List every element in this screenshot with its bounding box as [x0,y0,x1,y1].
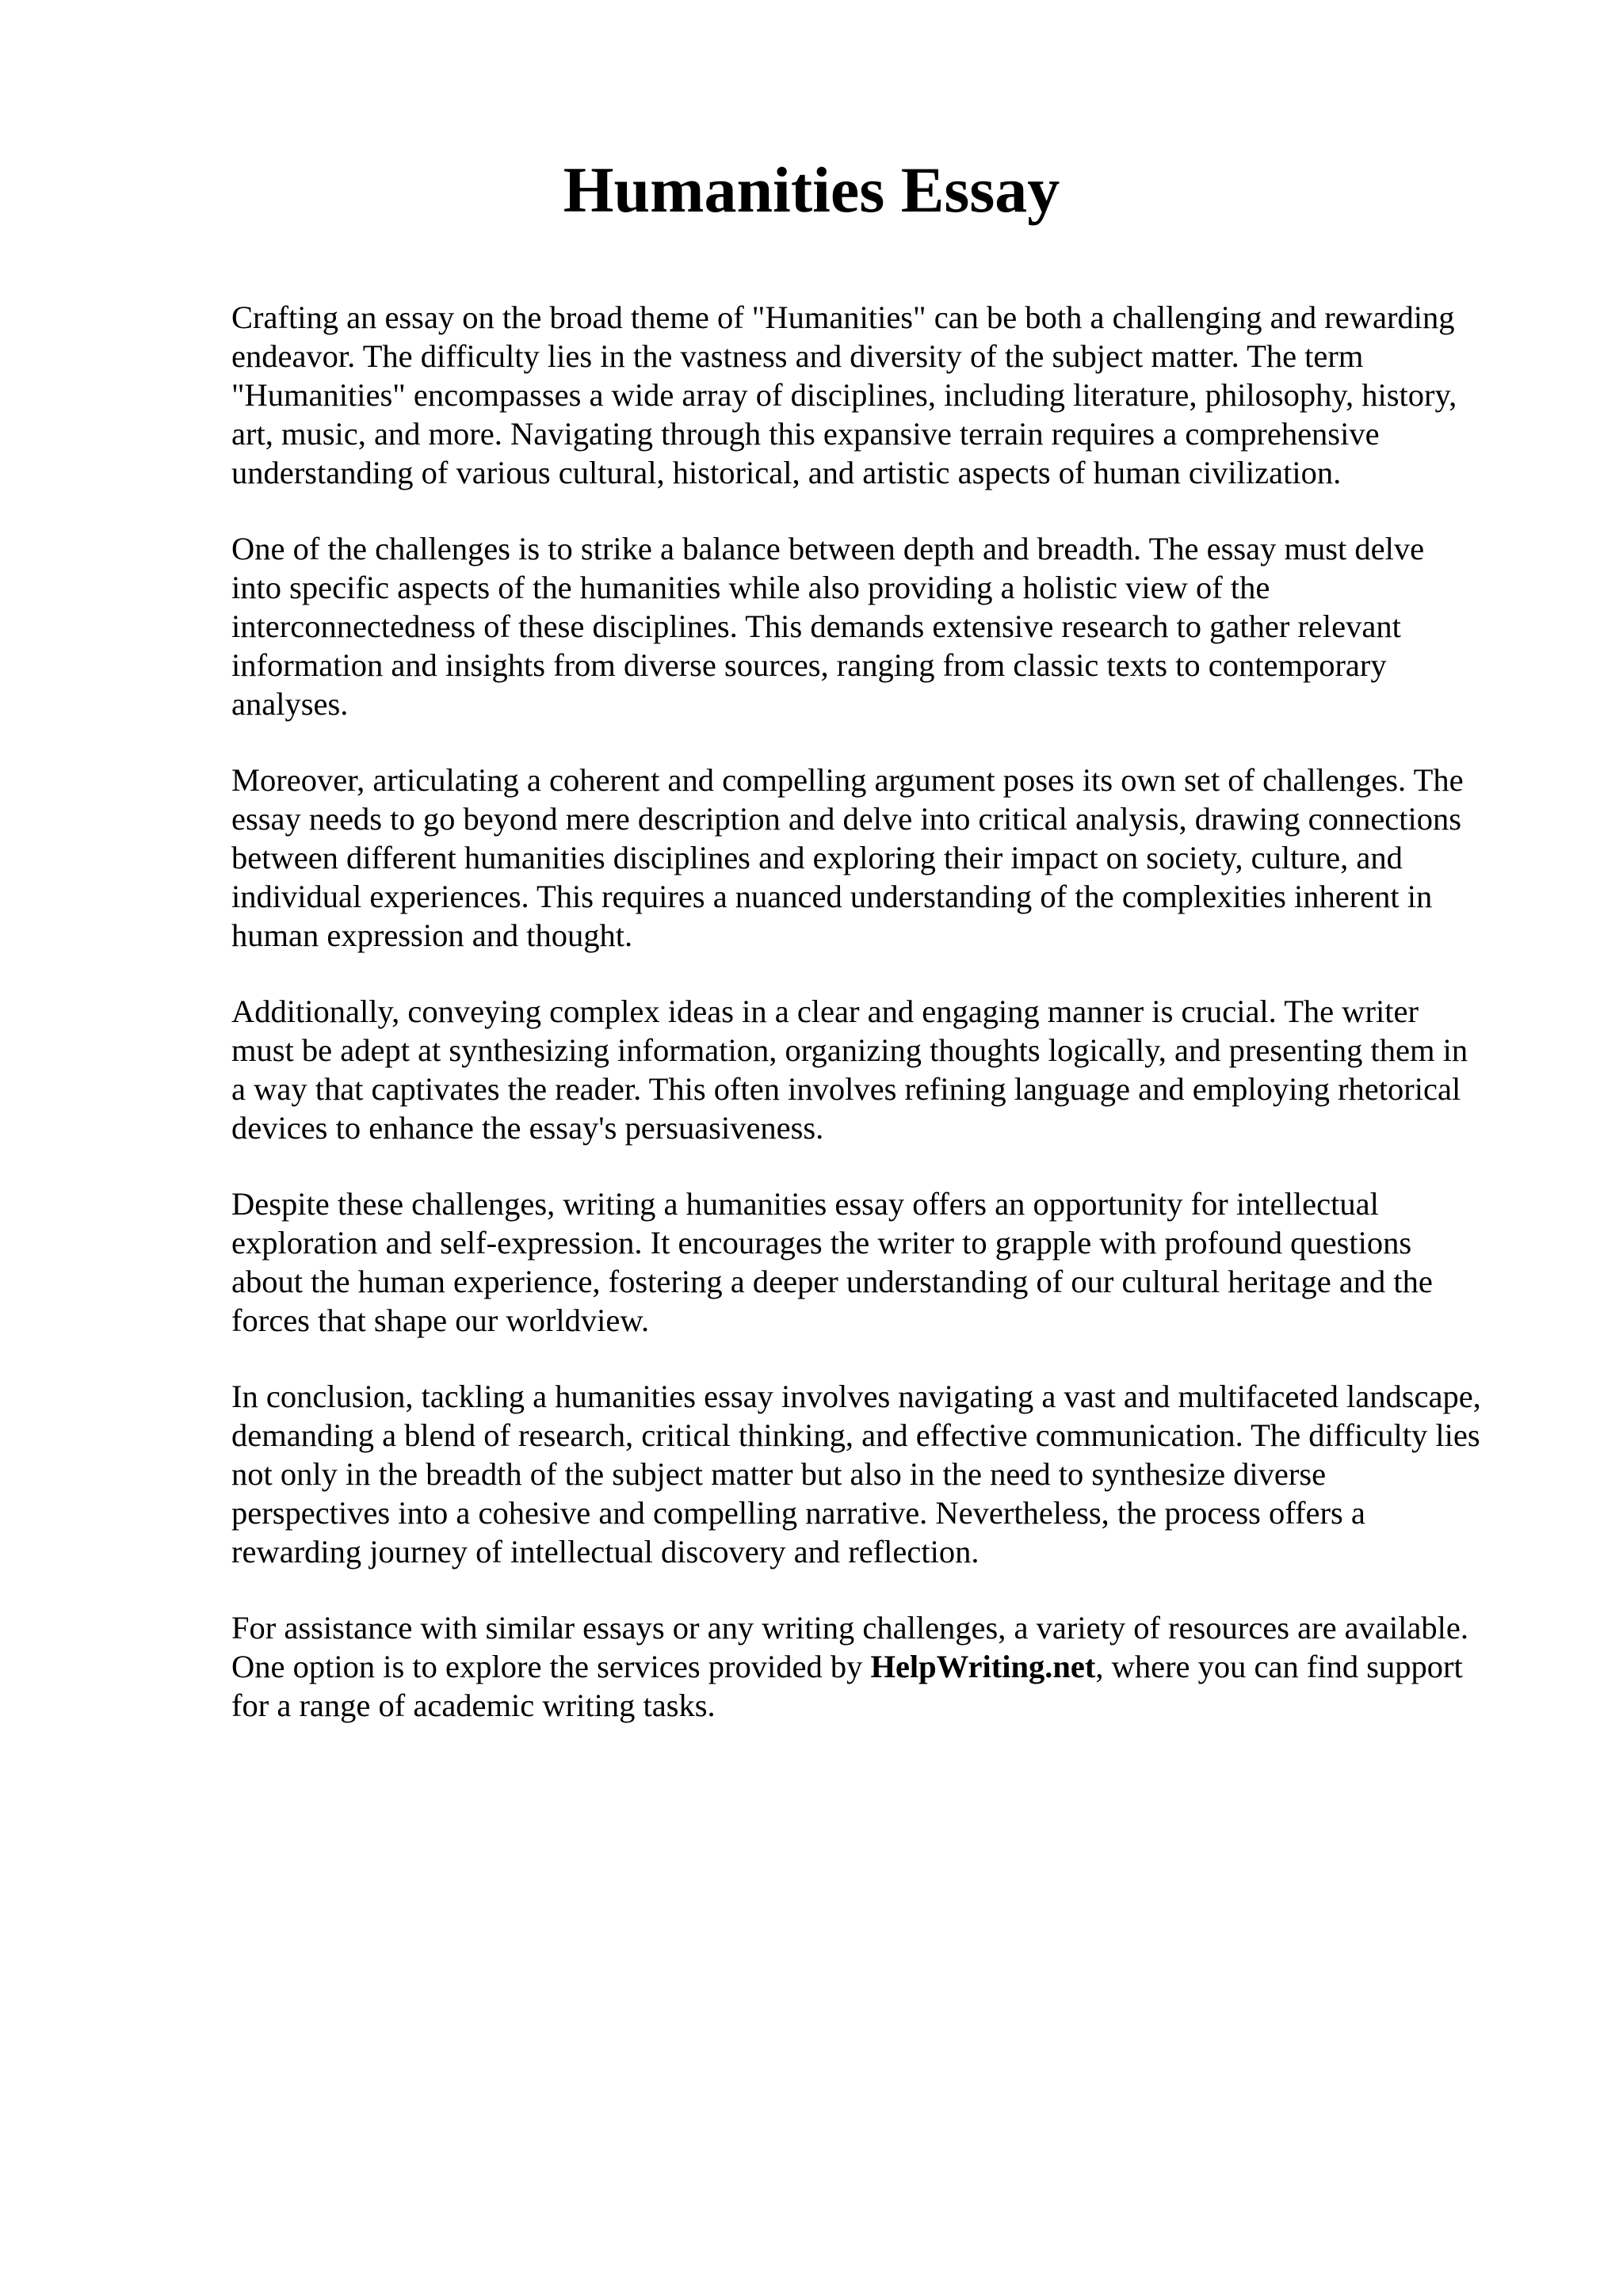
closing-paragraph [231,1608,1531,1725]
paragraph-line: interconnectedness of these disciplines. This demands extensive research to gather relevant [231,608,1401,644]
paragraph-1 [231,298,1531,492]
paragraph-line: "Humanities" encompasses a wide array of disciplines, including literature, philosophy, history, [231,377,1457,413]
helpwriting-link[interactable]: HelpWriting.net [870,1649,1096,1684]
paragraph-line: For assistance with similar essays or any writing challenges, a variety of resources are available. [231,1610,1468,1646]
document-title: Humanities Essay [563,154,1060,226]
paragraph-line: must be adept at synthesizing information, organizing thoughts logically, and presenting them in [231,1032,1468,1068]
paragraph-line: perspectives into a cohesive and compelling narrative. Nevertheless, the process offers a [231,1495,1365,1531]
paragraph-6 [231,1377,1531,1571]
paragraph-line: between different humanities disciplines and exploring their impact on society, culture, and [231,840,1403,875]
paragraph-line: One of the challenges is to strike a balance between depth and breadth. The essay must delve [231,531,1425,566]
paragraph-line: art, music, and more. Navigating through this expansive terrain requires a comprehensive [231,416,1380,452]
paragraph-line: not only in the breadth of the subject matter but also in the need to synthesize diverse [231,1456,1327,1492]
paragraph-line: for a range of academic writing tasks. [231,1688,716,1723]
paragraph-line: forces that shape our worldview. [231,1302,650,1338]
paragraph-line: understanding of various cultural, historical, and artistic aspects of human civilization. [231,455,1342,490]
paragraph-3 [231,761,1531,955]
paragraph-line: endeavor. The difficulty lies in the vastness and diversity of the subject matter. The term [231,338,1364,374]
paragraph-line: devices to enhance the essay's persuasiveness. [231,1110,824,1146]
paragraph-line: Crafting an essay on the broad theme of "Humanities" can be both a challenging and rewarding [231,299,1455,335]
paragraph-line: essay needs to go beyond mere description and delve into critical analysis, drawing connections [231,801,1462,837]
paragraph-line: demanding a blend of research, critical thinking, and effective communication. The difficulty lies [231,1417,1480,1453]
paragraph-line: In conclusion, tackling a humanities essay involves navigating a vast and multifaceted landscape, [231,1379,1481,1414]
paragraph-line [231,1647,1531,1686]
document-body [231,298,1531,1762]
paragraph-5 [231,1184,1531,1340]
paragraph-line: into specific aspects of the humanities while also providing a holistic view of the [231,570,1270,605]
paragraph-line: Moreover, articulating a coherent and compelling argument poses its own set of challenges. The [231,762,1464,798]
paragraph-line: rewarding journey of intellectual discovery and reflection. [231,1534,980,1569]
closing-text-after: , where you can find support [1095,1649,1463,1684]
paragraph-line: information and insights from diverse sources, ranging from classic texts to contemporary [231,647,1387,683]
paragraph-line: Despite these challenges, writing a humanities essay offers an opportunity for intellectual [231,1186,1379,1222]
paragraph-line: exploration and self-expression. It encourages the writer to grapple with profound questions [231,1225,1412,1261]
paragraph-line: a way that captivates the reader. This often involves refining language and employing rhetorical [231,1071,1461,1107]
paragraph-line: analyses. [231,686,349,722]
paragraph-line: about the human experience, fostering a deeper understanding of our cultural heritage and the [231,1264,1433,1299]
paragraph-4 [231,992,1531,1147]
paragraph-line: individual experiences. This requires a nuanced understanding of the complexities inherent in [231,879,1433,914]
paragraph-2 [231,529,1531,723]
paragraph-line: Additionally, conveying complex ideas in a clear and engaging manner is crucial. The writer [231,994,1419,1029]
closing-text-before: One option is to explore the services provided by [231,1649,871,1684]
paragraph-line: human expression and thought. [231,917,633,953]
